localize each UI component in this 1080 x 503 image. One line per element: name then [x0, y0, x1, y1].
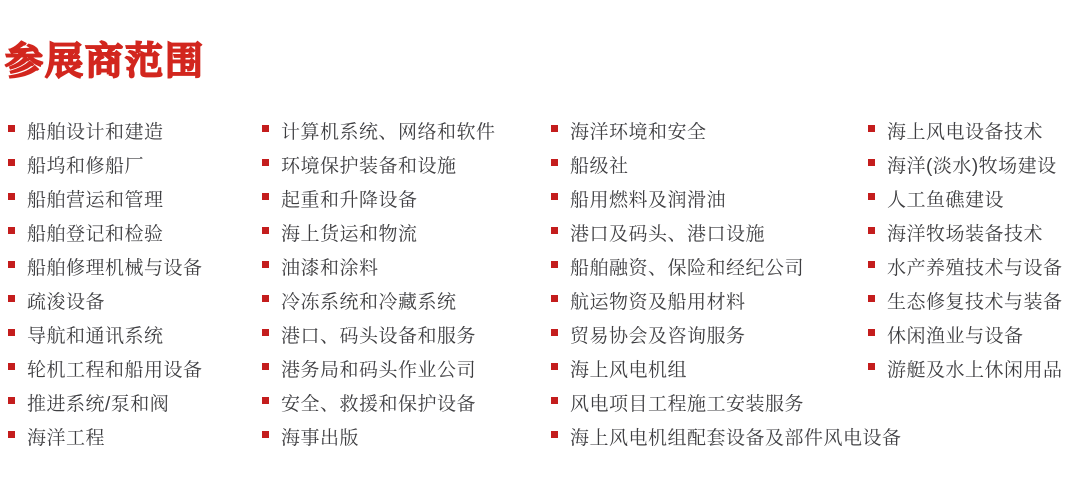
- bullet-square-icon: [8, 431, 15, 438]
- bullet-square-icon: [262, 125, 269, 132]
- list-item-label: 港务局和码头作业公司: [281, 359, 477, 381]
- list-item-label: 休闲渔业与设备: [887, 325, 1024, 347]
- list-item: [551, 317, 902, 351]
- bullet-square-icon: [8, 159, 15, 166]
- list-item: [8, 317, 203, 351]
- bullet-square-icon: [868, 159, 875, 166]
- category-column-2: [262, 113, 496, 453]
- bullet-square-icon: [868, 261, 875, 268]
- category-column-3: [551, 113, 902, 453]
- list-item-label: 海事出版: [281, 427, 360, 449]
- bullet-square-icon: [262, 227, 269, 234]
- list-item: [262, 283, 496, 317]
- list-item: [8, 113, 203, 147]
- list-item-label: 船坞和修船厂: [27, 155, 145, 177]
- bullet-square-icon: [868, 295, 875, 302]
- list-item-label: 疏浚设备: [27, 291, 106, 313]
- list-item-label: 冷冻系统和冷藏系统: [281, 291, 457, 313]
- bullet-square-icon: [551, 227, 558, 234]
- list-item-label: 船舶修理机械与设备: [27, 257, 203, 279]
- list-item: [262, 419, 496, 453]
- list-item: [262, 385, 496, 419]
- list-item-label: 海上风电机组: [570, 359, 688, 381]
- list-item: [8, 147, 203, 181]
- list-item: [8, 385, 203, 419]
- list-item-label: 贸易协会及咨询服务: [570, 325, 746, 347]
- bullet-square-icon: [551, 159, 558, 166]
- list-item: [551, 249, 902, 283]
- list-item-label: 船舶融资、保险和经纪公司: [570, 257, 805, 279]
- list-item: [262, 215, 496, 249]
- list-item-label: 海洋工程: [27, 427, 106, 449]
- list-item: [262, 249, 496, 283]
- list-item: [868, 181, 1063, 215]
- bullet-square-icon: [262, 295, 269, 302]
- bullet-square-icon: [868, 227, 875, 234]
- page-title: 参展商范围: [5, 41, 206, 83]
- list-item: [262, 317, 496, 351]
- bullet-square-icon: [262, 261, 269, 268]
- bullet-square-icon: [262, 193, 269, 200]
- list-item: [551, 147, 902, 181]
- bullet-square-icon: [551, 363, 558, 370]
- list-item-label: 水产养殖技术与设备: [887, 257, 1063, 279]
- bullet-square-icon: [262, 431, 269, 438]
- list-item-label: 船级社: [570, 155, 629, 177]
- list-item-label: 船舶设计和建造: [27, 121, 164, 143]
- bullet-square-icon: [551, 329, 558, 336]
- list-item-label: 海洋牧场装备技术: [887, 223, 1044, 245]
- list-item: [551, 351, 902, 385]
- bullet-square-icon: [8, 363, 15, 370]
- list-item: [8, 249, 203, 283]
- list-item-label: 环境保护装备和设施: [281, 155, 457, 177]
- bullet-square-icon: [551, 193, 558, 200]
- list-item-label: 船舶营运和管理: [27, 189, 164, 211]
- list-item-label: 生态修复技术与装备: [887, 291, 1063, 313]
- list-item-label: 航运物资及船用材料: [570, 291, 746, 313]
- list-item-label: 游艇及水上休闲用品: [887, 359, 1063, 381]
- list-item-label: 风电项目工程施工安装服务: [570, 393, 805, 415]
- bullet-square-icon: [868, 363, 875, 370]
- list-item-label: 船用燃料及润滑油: [570, 189, 727, 211]
- category-column-4: [868, 113, 1063, 385]
- list-item: [551, 283, 902, 317]
- list-item-label: 导航和通讯系统: [27, 325, 164, 347]
- list-item: [868, 113, 1063, 147]
- list-item: [262, 147, 496, 181]
- list-item-label: 海上风电设备技术: [887, 121, 1044, 143]
- list-item: [551, 181, 902, 215]
- list-item: [551, 385, 902, 419]
- bullet-square-icon: [8, 261, 15, 268]
- list-item: [8, 181, 203, 215]
- category-column-1: [8, 113, 203, 453]
- bullet-square-icon: [551, 295, 558, 302]
- list-item-label: 海洋环境和安全: [570, 121, 707, 143]
- list-item: [868, 215, 1063, 249]
- list-item: [868, 317, 1063, 351]
- bullet-square-icon: [8, 125, 15, 132]
- bullet-square-icon: [551, 125, 558, 132]
- bullet-square-icon: [868, 125, 875, 132]
- list-item-label: 港口及码头、港口设施: [570, 223, 766, 245]
- list-item: [8, 419, 203, 453]
- list-item: [868, 283, 1063, 317]
- bullet-square-icon: [551, 261, 558, 268]
- list-item-label: 计算机系统、网络和软件: [281, 121, 496, 143]
- bullet-square-icon: [551, 397, 558, 404]
- list-item-label: 船舶登记和检验: [27, 223, 164, 245]
- bullet-square-icon: [8, 295, 15, 302]
- list-item: [8, 283, 203, 317]
- list-item-label: 海洋(淡水)牧场建设: [887, 155, 1057, 177]
- list-item: [262, 351, 496, 385]
- list-item-label: 推进系统/泵和阀: [27, 393, 170, 415]
- list-item-label: 海上风电机组配套设备及部件风电设备: [570, 427, 902, 449]
- bullet-square-icon: [262, 159, 269, 166]
- list-item-label: 起重和升降设备: [281, 189, 418, 211]
- list-item-label: 油漆和涂料: [281, 257, 379, 279]
- bullet-square-icon: [8, 227, 15, 234]
- bullet-square-icon: [262, 397, 269, 404]
- list-item-label: 海上货运和物流: [281, 223, 418, 245]
- bullet-square-icon: [8, 397, 15, 404]
- list-item-label: 港口、码头设备和服务: [281, 325, 477, 347]
- bullet-square-icon: [551, 431, 558, 438]
- list-item: [551, 113, 902, 147]
- bullet-square-icon: [8, 329, 15, 336]
- list-item: [551, 215, 902, 249]
- list-item: [8, 215, 203, 249]
- list-item: [868, 249, 1063, 283]
- bullet-square-icon: [868, 193, 875, 200]
- list-item-label: 人工鱼礁建设: [887, 189, 1005, 211]
- list-item: [262, 113, 496, 147]
- list-item-label: 轮机工程和船用设备: [27, 359, 203, 381]
- list-item: [868, 147, 1063, 181]
- list-item: [868, 351, 1063, 385]
- bullet-square-icon: [262, 329, 269, 336]
- bullet-square-icon: [262, 363, 269, 370]
- bullet-square-icon: [8, 193, 15, 200]
- list-item: [262, 181, 496, 215]
- list-item: [8, 351, 203, 385]
- list-item: [551, 419, 902, 453]
- list-item-label: 安全、救援和保护设备: [281, 393, 477, 415]
- bullet-square-icon: [868, 329, 875, 336]
